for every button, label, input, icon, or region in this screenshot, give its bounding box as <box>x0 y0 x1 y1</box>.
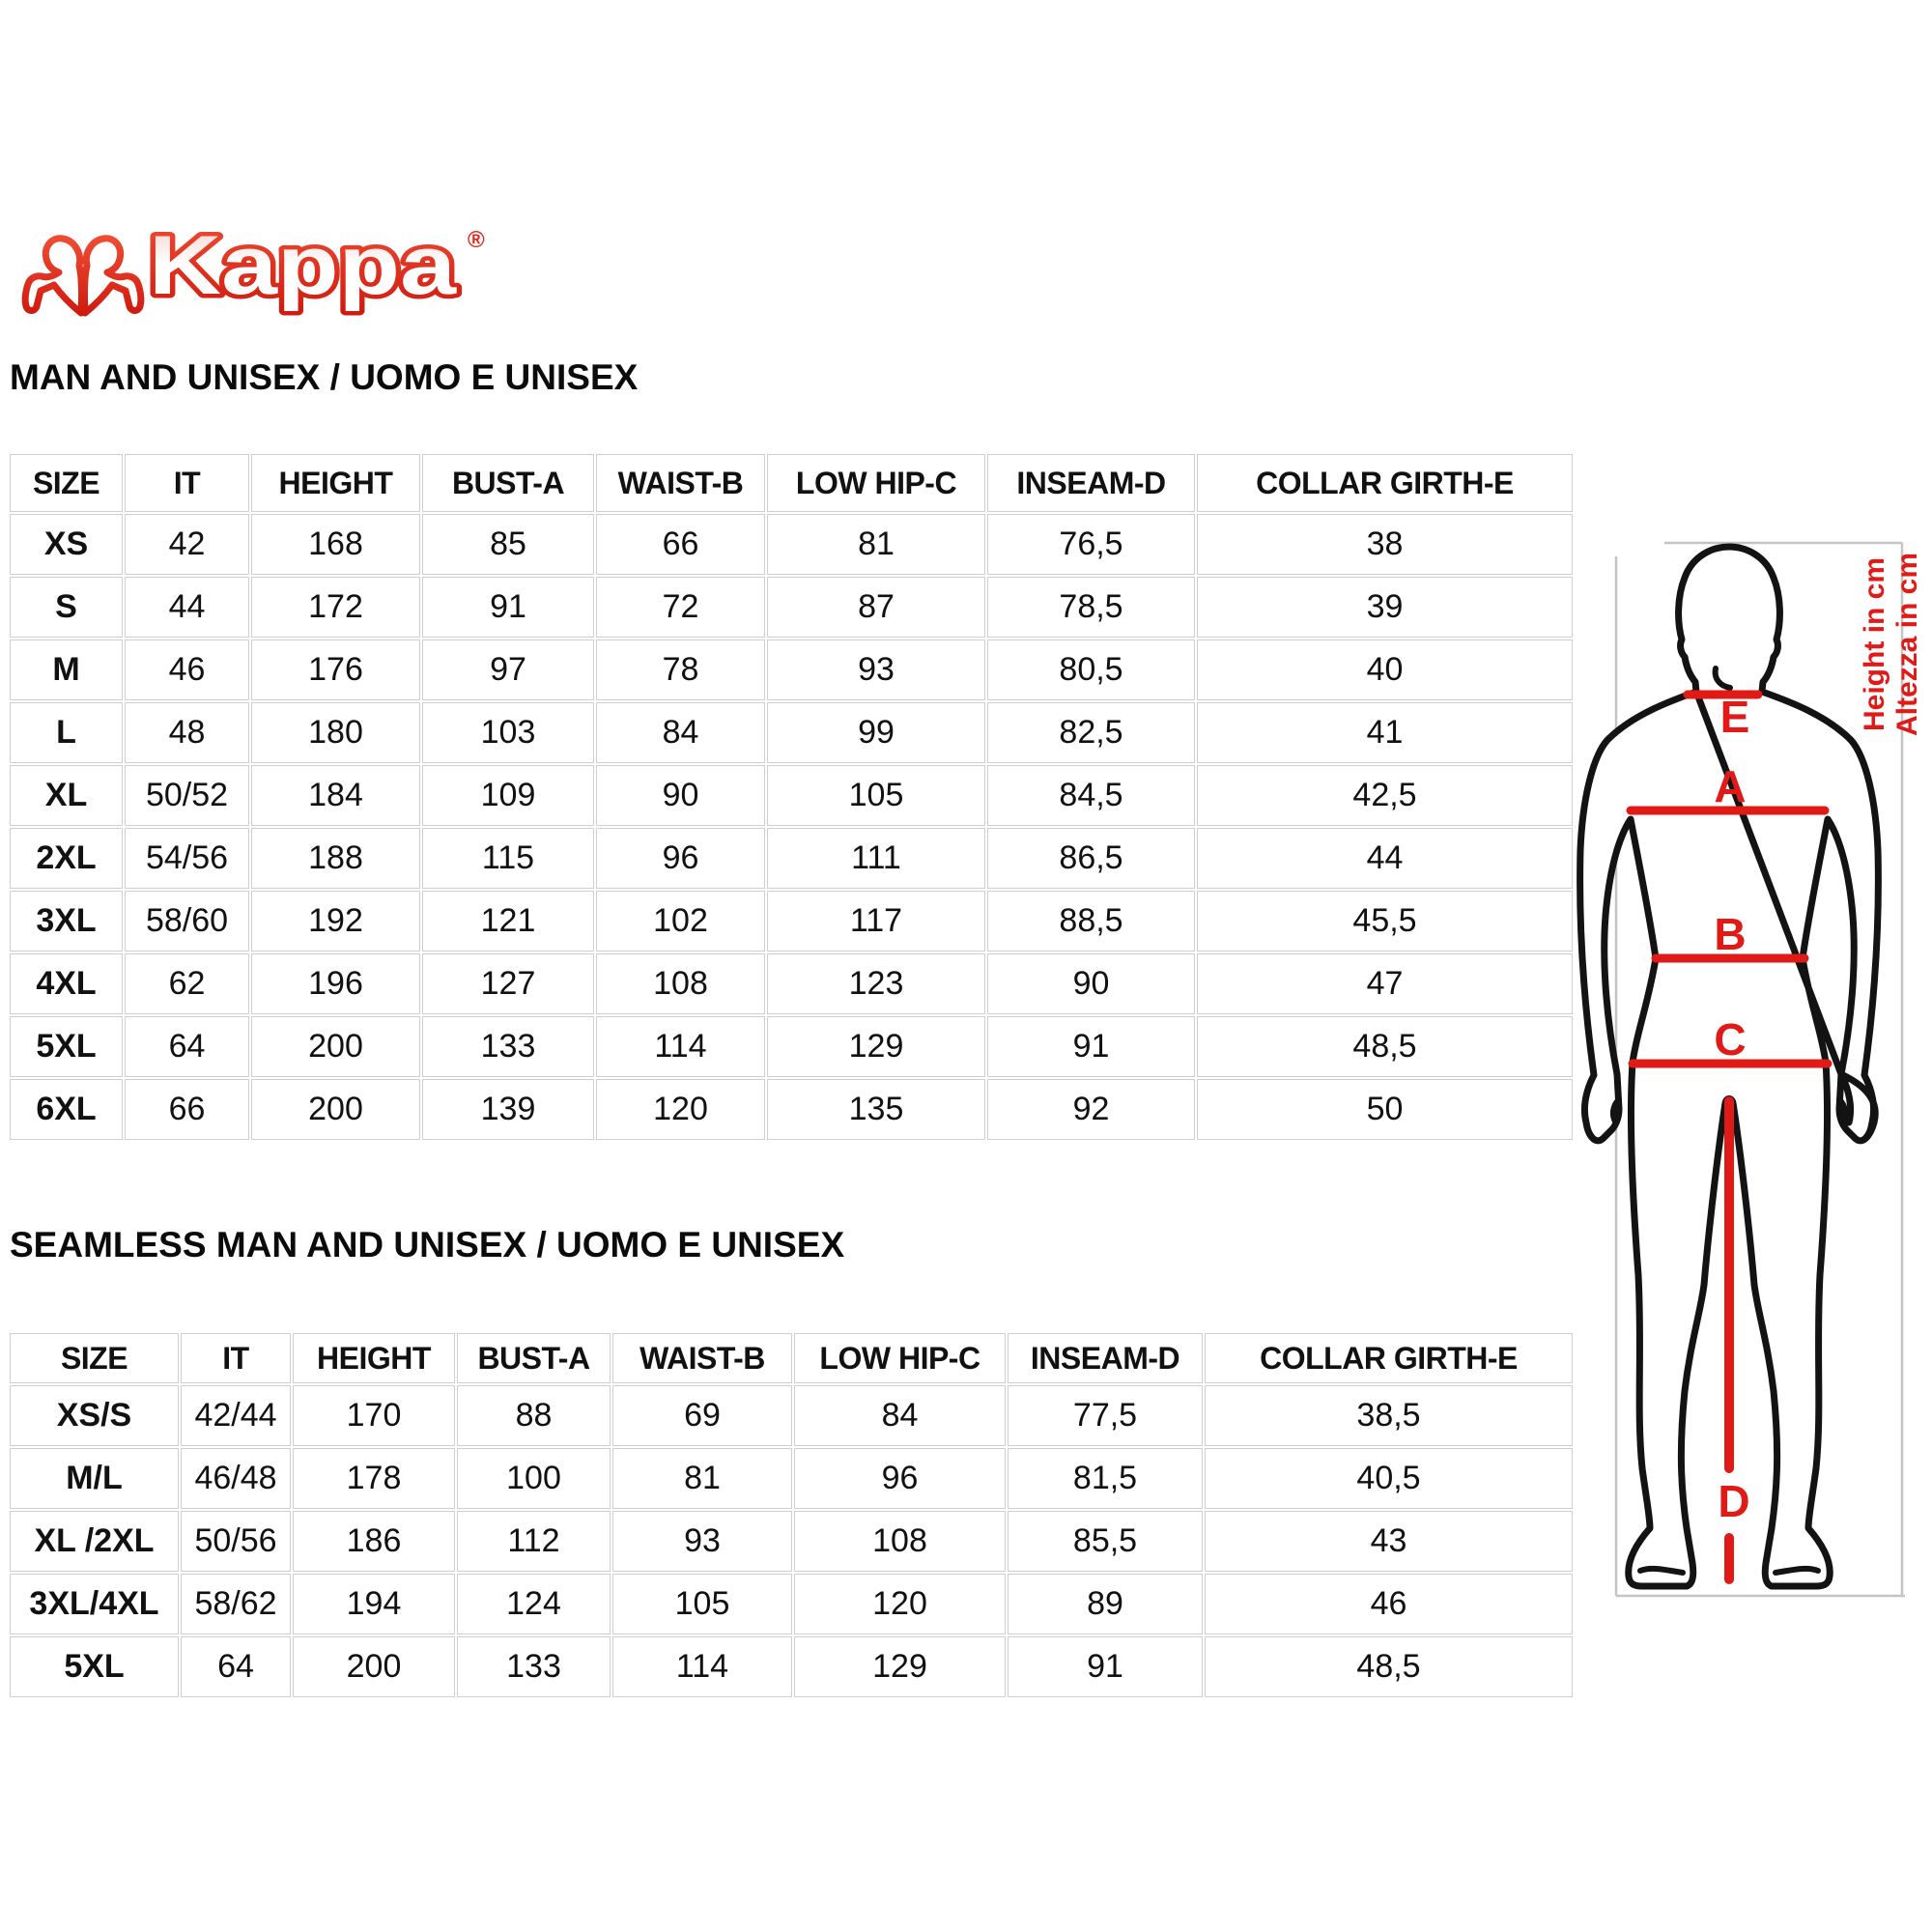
height-notes <box>1859 553 1923 736</box>
value-cell: 96 <box>794 1448 1006 1509</box>
value-cell: 200 <box>251 1079 420 1140</box>
value-cell: 84 <box>596 702 765 763</box>
value-cell: 168 <box>251 514 420 575</box>
value-cell: 133 <box>422 1016 594 1077</box>
table-row <box>10 828 1573 889</box>
value-cell: 90 <box>987 953 1195 1014</box>
value-cell: 46 <box>125 639 249 700</box>
value-cell: 120 <box>794 1574 1006 1634</box>
value-cell: 81 <box>767 514 985 575</box>
value-cell: 129 <box>767 1016 985 1077</box>
value-cell: 38,5 <box>1205 1385 1573 1446</box>
header-cell: HEIGHT <box>293 1333 455 1383</box>
body-diagram-svg <box>1573 522 1932 1613</box>
label-B: B <box>1714 909 1747 959</box>
size-cell: M <box>10 639 123 700</box>
value-cell: 69 <box>612 1385 792 1446</box>
table-row <box>10 1511 1573 1572</box>
value-cell: 43 <box>1205 1511 1573 1572</box>
value-cell: 93 <box>612 1511 792 1572</box>
value-cell: 62 <box>125 953 249 1014</box>
value-cell: 91 <box>1008 1636 1203 1697</box>
header-cell: SIZE <box>10 454 123 512</box>
table-row <box>10 953 1573 1014</box>
value-cell: 111 <box>767 828 985 889</box>
value-cell: 48 <box>125 702 249 763</box>
size-cell: XS <box>10 514 123 575</box>
header-cell: INSEAM-D <box>1008 1333 1203 1383</box>
value-cell: 127 <box>422 953 594 1014</box>
value-cell: 200 <box>293 1636 455 1697</box>
value-cell: 47 <box>1197 953 1573 1014</box>
value-cell: 100 <box>457 1448 611 1509</box>
man-unisex-size-table <box>8 452 1575 1142</box>
value-cell: 176 <box>251 639 420 700</box>
value-cell: 124 <box>457 1574 611 1634</box>
size-cell: 6XL <box>10 1079 123 1140</box>
value-cell: 84,5 <box>987 765 1195 826</box>
value-cell: 38 <box>1197 514 1573 575</box>
value-cell: 54/56 <box>125 828 249 889</box>
value-cell: 50 <box>1197 1079 1573 1140</box>
table-header-row <box>10 454 1573 512</box>
value-cell: 85,5 <box>1008 1511 1203 1572</box>
value-cell: 87 <box>767 577 985 638</box>
value-cell: 81 <box>612 1448 792 1509</box>
value-cell: 76,5 <box>987 514 1195 575</box>
header-cell: SIZE <box>10 1333 179 1383</box>
table-row <box>10 1636 1573 1697</box>
label-A: A <box>1714 761 1747 811</box>
value-cell: 133 <box>457 1636 611 1697</box>
value-cell: 112 <box>457 1511 611 1572</box>
label-E: E <box>1719 692 1750 742</box>
value-cell: 64 <box>181 1636 291 1697</box>
value-cell: 114 <box>612 1636 792 1697</box>
header-cell: IT <box>125 454 249 512</box>
size-cell: 4XL <box>10 953 123 1014</box>
size-cell: XL /2XL <box>10 1511 179 1572</box>
header-cell: IT <box>181 1333 291 1383</box>
value-cell: 46/48 <box>181 1448 291 1509</box>
header-cell: HEIGHT <box>251 454 420 512</box>
value-cell: 184 <box>251 765 420 826</box>
label-C: C <box>1714 1014 1747 1065</box>
header-cell: BUST-A <box>457 1333 611 1383</box>
value-cell: 84 <box>794 1385 1006 1446</box>
table-row <box>10 891 1573 952</box>
value-cell: 103 <box>422 702 594 763</box>
value-cell: 135 <box>767 1079 985 1140</box>
registered-mark: ® <box>468 227 485 253</box>
value-cell: 108 <box>794 1511 1006 1572</box>
table-row <box>10 765 1573 826</box>
value-cell: 88 <box>457 1385 611 1446</box>
section2-title: SEAMLESS MAN AND UNISEX / UOMO E UNISEX <box>10 1225 845 1264</box>
value-cell: 99 <box>767 702 985 763</box>
value-cell: 58/62 <box>181 1574 291 1634</box>
value-cell: 77,5 <box>1008 1385 1203 1446</box>
seamless-man-unisex-size-table <box>8 1331 1575 1699</box>
value-cell: 58/60 <box>125 891 249 952</box>
value-cell: 42,5 <box>1197 765 1573 826</box>
section1-title: MAN AND UNISEX / UOMO E UNISEX <box>10 357 639 397</box>
value-cell: 194 <box>293 1574 455 1634</box>
size-cell: 3XL <box>10 891 123 952</box>
header-cell: WAIST-B <box>612 1333 792 1383</box>
size-cell: L <box>10 702 123 763</box>
size-cell: 2XL <box>10 828 123 889</box>
body-measurement-diagram <box>1573 522 1932 1613</box>
value-cell: 115 <box>422 828 594 889</box>
table-row <box>10 1448 1573 1509</box>
value-cell: 139 <box>422 1079 594 1140</box>
value-cell: 88,5 <box>987 891 1195 952</box>
value-cell: 91 <box>422 577 594 638</box>
size-cell: XL <box>10 765 123 826</box>
value-cell: 102 <box>596 891 765 952</box>
value-cell: 172 <box>251 577 420 638</box>
size-cell: 5XL <box>10 1636 179 1697</box>
value-cell: 120 <box>596 1079 765 1140</box>
value-cell: 186 <box>293 1511 455 1572</box>
value-cell: 45,5 <box>1197 891 1573 952</box>
value-cell: 93 <box>767 639 985 700</box>
table-row <box>10 1574 1573 1634</box>
value-cell: 192 <box>251 891 420 952</box>
value-cell: 196 <box>251 953 420 1014</box>
value-cell: 40,5 <box>1205 1448 1573 1509</box>
header-cell: LOW HIP-C <box>767 454 985 512</box>
value-cell: 114 <box>596 1016 765 1077</box>
value-cell: 72 <box>596 577 765 638</box>
value-cell: 39 <box>1197 577 1573 638</box>
value-cell: 180 <box>251 702 420 763</box>
value-cell: 92 <box>987 1079 1195 1140</box>
table-row <box>10 639 1573 700</box>
value-cell: 81,5 <box>1008 1448 1203 1509</box>
value-cell: 129 <box>794 1636 1006 1697</box>
height-note-it: Altezza in cm <box>1891 552 1923 737</box>
value-cell: 78,5 <box>987 577 1195 638</box>
header-cell: LOW HIP-C <box>794 1333 1006 1383</box>
value-cell: 48,5 <box>1197 1016 1573 1077</box>
value-cell: 117 <box>767 891 985 952</box>
header-cell: COLLAR GIRTH-E <box>1197 454 1573 512</box>
value-cell: 48,5 <box>1205 1636 1573 1697</box>
height-note-en: Height in cm <box>1859 556 1890 732</box>
table-row <box>10 577 1573 638</box>
table-row <box>10 1079 1573 1140</box>
value-cell: 66 <box>596 514 765 575</box>
value-cell: 80,5 <box>987 639 1195 700</box>
value-cell: 50/52 <box>125 765 249 826</box>
label-D: D <box>1718 1476 1750 1526</box>
value-cell: 200 <box>251 1016 420 1077</box>
size-cell: S <box>10 577 123 638</box>
value-cell: 46 <box>1205 1574 1573 1634</box>
value-cell: 108 <box>596 953 765 1014</box>
value-cell: 170 <box>293 1385 455 1446</box>
header-cell: COLLAR GIRTH-E <box>1205 1333 1573 1383</box>
value-cell: 44 <box>1197 828 1573 889</box>
size-cell: 3XL/4XL <box>10 1574 179 1634</box>
value-cell: 82,5 <box>987 702 1195 763</box>
size-cell: XS/S <box>10 1385 179 1446</box>
kappa-omini-icon <box>25 239 141 313</box>
value-cell: 91 <box>987 1016 1195 1077</box>
value-cell: 105 <box>612 1574 792 1634</box>
kappa-wordmark: Kappa <box>149 220 458 312</box>
value-cell: 188 <box>251 828 420 889</box>
value-cell: 178 <box>293 1448 455 1509</box>
kappa-logo-svg <box>17 220 500 328</box>
value-cell: 90 <box>596 765 765 826</box>
value-cell: 40 <box>1197 639 1573 700</box>
table-header-row <box>10 1333 1573 1383</box>
value-cell: 123 <box>767 953 985 1014</box>
value-cell: 121 <box>422 891 594 952</box>
value-cell: 86,5 <box>987 828 1195 889</box>
size-cell: 5XL <box>10 1016 123 1077</box>
value-cell: 85 <box>422 514 594 575</box>
table-row <box>10 1385 1573 1446</box>
value-cell: 44 <box>125 577 249 638</box>
value-cell: 97 <box>422 639 594 700</box>
header-cell: WAIST-B <box>596 454 765 512</box>
value-cell: 89 <box>1008 1574 1203 1634</box>
value-cell: 78 <box>596 639 765 700</box>
value-cell: 41 <box>1197 702 1573 763</box>
value-cell: 50/56 <box>181 1511 291 1572</box>
table-row <box>10 514 1573 575</box>
table-row <box>10 1016 1573 1077</box>
header-cell: BUST-A <box>422 454 594 512</box>
value-cell: 109 <box>422 765 594 826</box>
value-cell: 42 <box>125 514 249 575</box>
value-cell: 66 <box>125 1079 249 1140</box>
value-cell: 64 <box>125 1016 249 1077</box>
value-cell: 105 <box>767 765 985 826</box>
table-row <box>10 702 1573 763</box>
header-cell: INSEAM-D <box>987 454 1195 512</box>
size-cell: M/L <box>10 1448 179 1509</box>
kappa-logo <box>17 220 500 328</box>
value-cell: 96 <box>596 828 765 889</box>
value-cell: 42/44 <box>181 1385 291 1446</box>
